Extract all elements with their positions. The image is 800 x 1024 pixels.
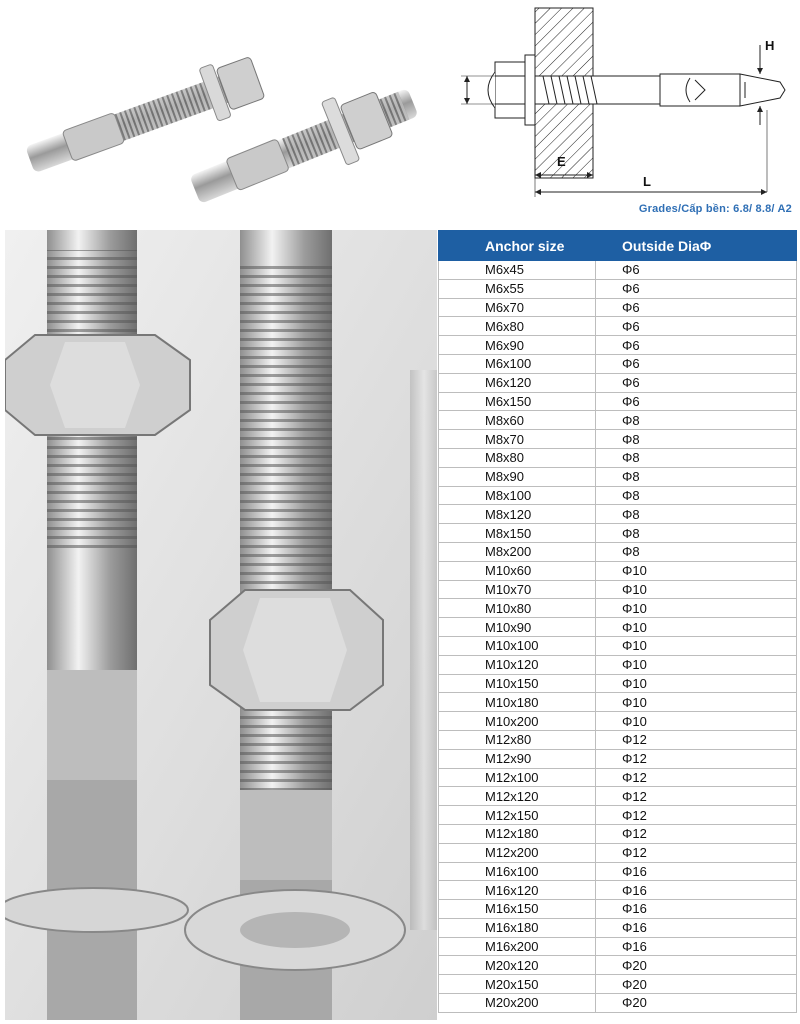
table-row	[439, 599, 797, 618]
table-row	[439, 881, 797, 900]
cell-anchor-size: M8x150	[439, 524, 596, 543]
cell-outside-dia: Φ10	[596, 636, 797, 655]
cell-anchor-size: M10x80	[439, 599, 596, 618]
table-row	[439, 975, 797, 994]
table-row	[439, 392, 797, 411]
table-row	[439, 261, 797, 280]
cell-anchor-size: M20x120	[439, 956, 596, 975]
cell-anchor-size: M10x60	[439, 561, 596, 580]
cell-outside-dia: Φ8	[596, 524, 797, 543]
table-row	[439, 768, 797, 787]
cell-outside-dia: Φ10	[596, 599, 797, 618]
cell-anchor-size: M10x150	[439, 674, 596, 693]
technical-diagram	[445, 0, 800, 205]
cell-outside-dia: Φ8	[596, 467, 797, 486]
washer-shape	[525, 55, 535, 125]
cell-anchor-size: M8x200	[439, 542, 596, 561]
table-row	[439, 354, 797, 373]
cell-anchor-size: M6x90	[439, 336, 596, 355]
cell-outside-dia: Φ16	[596, 900, 797, 919]
cell-anchor-size: M6x80	[439, 317, 596, 336]
cell-outside-dia: Φ8	[596, 505, 797, 524]
cell-outside-dia: Φ16	[596, 918, 797, 937]
cell-anchor-size: M6x100	[439, 354, 596, 373]
cell-anchor-size: M6x120	[439, 373, 596, 392]
table-row	[439, 336, 797, 355]
table-row	[439, 956, 797, 975]
table-row	[439, 298, 797, 317]
table-header-row	[439, 231, 797, 261]
cell-anchor-size: M10x180	[439, 693, 596, 712]
cell-outside-dia: Φ12	[596, 768, 797, 787]
cell-outside-dia: Φ8	[596, 448, 797, 467]
cell-outside-dia: Φ8	[596, 430, 797, 449]
dim-label-l: L	[643, 174, 651, 189]
table-row	[439, 486, 797, 505]
cell-anchor-size: M8x70	[439, 430, 596, 449]
table-row	[439, 862, 797, 881]
header-anchor-size: Anchor size	[439, 231, 596, 261]
header-outside-dia: Outside DiaΦ	[596, 231, 797, 261]
cell-outside-dia: Φ10	[596, 618, 797, 637]
cell-anchor-size: M16x150	[439, 900, 596, 919]
cell-anchor-size: M8x90	[439, 467, 596, 486]
cell-outside-dia: Φ8	[596, 542, 797, 561]
cell-anchor-size: M8x80	[439, 448, 596, 467]
table-row	[439, 712, 797, 731]
cell-anchor-size: M16x200	[439, 937, 596, 956]
table-row	[439, 918, 797, 937]
cell-outside-dia: Φ8	[596, 486, 797, 505]
cell-outside-dia: Φ12	[596, 824, 797, 843]
cell-outside-dia: Φ10	[596, 561, 797, 580]
cell-anchor-size: M8x60	[439, 411, 596, 430]
cell-anchor-size: M12x90	[439, 749, 596, 768]
cell-anchor-size: M12x120	[439, 787, 596, 806]
cell-outside-dia: Φ12	[596, 749, 797, 768]
table-row	[439, 542, 797, 561]
cell-outside-dia: Φ10	[596, 712, 797, 731]
cell-anchor-size: M16x100	[439, 862, 596, 881]
cell-anchor-size: M6x45	[439, 261, 596, 280]
cell-anchor-size: M20x200	[439, 994, 596, 1013]
cell-outside-dia: Φ12	[596, 806, 797, 825]
cell-anchor-size: M12x150	[439, 806, 596, 825]
product-photo-top	[0, 0, 445, 220]
cell-anchor-size: M10x120	[439, 655, 596, 674]
table-row	[439, 730, 797, 749]
table-row	[439, 524, 797, 543]
cell-anchor-size: M12x100	[439, 768, 596, 787]
cell-anchor-size: M12x200	[439, 843, 596, 862]
cell-outside-dia: Φ16	[596, 862, 797, 881]
cell-outside-dia: Φ20	[596, 956, 797, 975]
cell-anchor-size: M6x55	[439, 279, 596, 298]
anchor-size-table	[438, 230, 797, 1013]
table-row	[439, 806, 797, 825]
table-row	[439, 655, 797, 674]
cell-anchor-size: M10x70	[439, 580, 596, 599]
product-photo-closeup	[5, 230, 437, 1020]
cell-outside-dia: Φ8	[596, 411, 797, 430]
table-row	[439, 448, 797, 467]
table-row	[439, 373, 797, 392]
cell-outside-dia: Φ16	[596, 937, 797, 956]
cell-anchor-size: M20x150	[439, 975, 596, 994]
cell-outside-dia: Φ16	[596, 881, 797, 900]
cell-anchor-size: M6x150	[439, 392, 596, 411]
cell-outside-dia: Φ6	[596, 392, 797, 411]
expansion-clip	[660, 74, 740, 106]
table-row	[439, 843, 797, 862]
table-row	[439, 279, 797, 298]
nut-shape	[495, 62, 525, 118]
table-row	[439, 317, 797, 336]
table-row	[439, 467, 797, 486]
cell-outside-dia: Φ12	[596, 730, 797, 749]
cell-anchor-size: M8x120	[439, 505, 596, 524]
table-row	[439, 937, 797, 956]
cell-anchor-size: M12x180	[439, 824, 596, 843]
cell-outside-dia: Φ6	[596, 317, 797, 336]
cell-outside-dia: Φ6	[596, 279, 797, 298]
table-row	[439, 561, 797, 580]
table-row	[439, 900, 797, 919]
table-row	[439, 824, 797, 843]
cell-outside-dia: Φ10	[596, 655, 797, 674]
cell-outside-dia: Φ12	[596, 787, 797, 806]
cell-outside-dia: Φ20	[596, 994, 797, 1013]
cell-anchor-size: M12x80	[439, 730, 596, 749]
cell-anchor-size: M10x90	[439, 618, 596, 637]
dim-label-e: E	[557, 154, 566, 169]
table-row	[439, 505, 797, 524]
cell-anchor-size: M6x70	[439, 298, 596, 317]
cell-anchor-size: M10x100	[439, 636, 596, 655]
table-row	[439, 787, 797, 806]
table-row	[439, 580, 797, 599]
cell-outside-dia: Φ6	[596, 261, 797, 280]
cell-outside-dia: Φ12	[596, 843, 797, 862]
cell-outside-dia: Φ6	[596, 298, 797, 317]
cell-outside-dia: Φ6	[596, 373, 797, 392]
cell-anchor-size: M16x120	[439, 881, 596, 900]
table-row	[439, 693, 797, 712]
cell-outside-dia: Φ20	[596, 975, 797, 994]
grades-caption: Grades/Cấp bền: 6.8/ 8.8/ A2	[638, 203, 792, 215]
cell-anchor-size: M10x200	[439, 712, 596, 731]
cell-outside-dia: Φ6	[596, 336, 797, 355]
table-row	[439, 636, 797, 655]
cell-anchor-size: M8x100	[439, 486, 596, 505]
table-row	[439, 618, 797, 637]
dim-label-h: H	[765, 38, 775, 53]
cell-anchor-size: M16x180	[439, 918, 596, 937]
table-row	[439, 994, 797, 1013]
cell-outside-dia: Φ10	[596, 693, 797, 712]
cell-outside-dia: Φ10	[596, 580, 797, 599]
table-row	[439, 749, 797, 768]
table-row	[439, 411, 797, 430]
table-row	[439, 674, 797, 693]
table-row	[439, 430, 797, 449]
cell-outside-dia: Φ10	[596, 674, 797, 693]
cell-outside-dia: Φ6	[596, 354, 797, 373]
